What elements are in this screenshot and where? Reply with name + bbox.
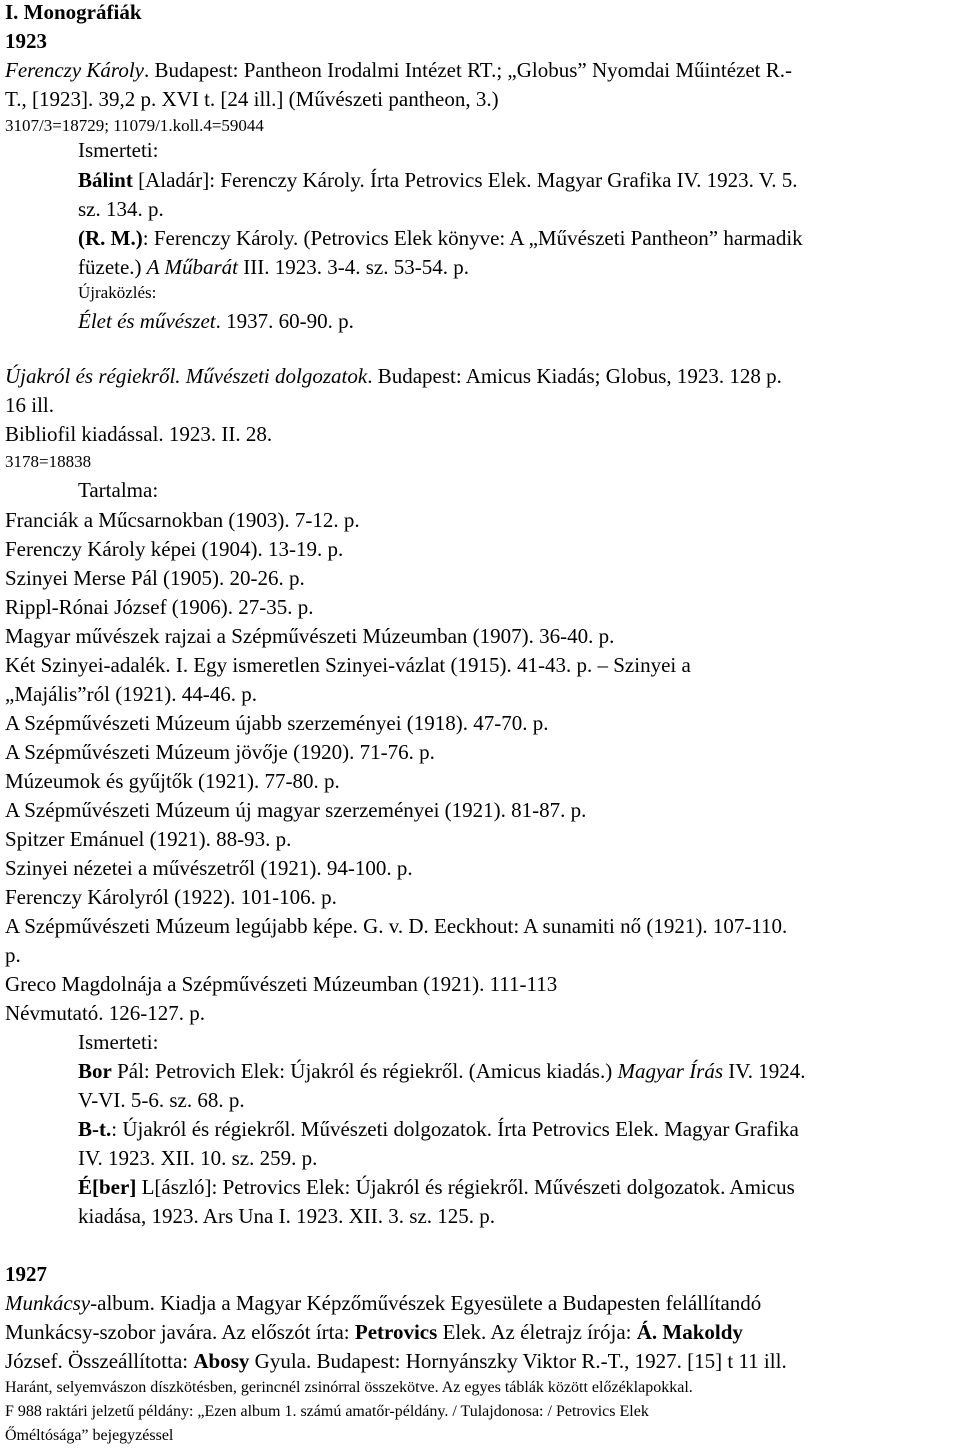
text-segment: „Majális”ról (1921). 44-46. p.	[5, 682, 257, 706]
text-segment: L[ászló]: Petrovics Elek: Újakról és régiekről. Művészeti dolgozatok. Amicus	[136, 1175, 795, 1199]
text-segment: Spitzer Emánuel (1921). 88-93. p.	[5, 827, 292, 851]
text-line-l07	[78, 170, 797, 191]
text-segment: sz. 134. p.	[78, 197, 164, 221]
text-segment: Á. Makoldy	[636, 1320, 743, 1344]
text-segment: IV. 1923. XII. 10. sz. 259. p.	[78, 1146, 318, 1170]
text-segment: Gyula. Budapest: Hornyánszky Viktor R.-T., 1927. [15] t 11 ill.	[249, 1349, 787, 1373]
text-segment: : Ferenczy Károly. (Petrovics Elek könyve: A „Művészeti Pantheon” harmadik	[142, 226, 803, 250]
text-segment: Rippl-Rónai József (1906). 27-35. p.	[5, 595, 314, 619]
text-segment: Újraközlés:	[78, 283, 157, 302]
text-line-l08	[78, 199, 164, 220]
text-line-l47	[5, 1380, 693, 1396]
text-line-l12	[78, 311, 354, 332]
text-line-l24	[5, 684, 257, 705]
text-segment: A Műbarát	[146, 255, 238, 279]
text-line-l46	[5, 1351, 787, 1372]
text-segment: Névmutató. 126-127. p.	[5, 1001, 206, 1025]
text-line-l49	[5, 1428, 173, 1444]
text-segment: Greco Magdolnája a Szépművészeti Múzeumban (1921). 111-113	[5, 972, 558, 996]
text-segment: Ferenczy Károlyról (1922). 101-106. p.	[5, 885, 337, 909]
text-segment: József. Összeállította:	[5, 1349, 194, 1373]
text-line-l18	[5, 510, 360, 531]
text-line-l41	[78, 1177, 795, 1198]
text-line-l25	[5, 713, 549, 734]
text-segment: [Aladár]: Ferenczy Károly. Írta Petrovics Elek. Magyar Grafika IV. 1923. V. 5.	[132, 168, 798, 192]
text-segment: A Szépművészeti Múzeum újabb szerzeményei (1918). 47-70. p.	[5, 711, 549, 735]
text-segment: Elek. Az életrajz írója:	[437, 1320, 637, 1344]
text-line-l26	[5, 742, 435, 763]
text-line-l15	[5, 424, 272, 445]
text-segment: B-t.	[78, 1117, 112, 1141]
text-line-l14	[5, 395, 54, 416]
text-line-l40	[78, 1148, 317, 1169]
text-line-l09	[78, 228, 803, 249]
text-segment: T., [1923]. 39,2 p. XVI t. [24 ill.] (Művészeti pantheon, 3.)	[5, 87, 499, 111]
text-segment: Élet és művészet	[78, 309, 216, 333]
text-line-l30	[5, 858, 413, 879]
text-line-l27	[5, 771, 340, 792]
text-segment: p.	[5, 943, 21, 967]
text-line-l36	[78, 1032, 158, 1053]
text-line-l29	[5, 829, 291, 850]
text-line-l21	[5, 597, 314, 618]
text-segment: Haránt, selyemvászon díszkötésben, gerincnél zsinórral összekötve. Az egyes táblák között előzéklapokkal.	[5, 1379, 693, 1396]
text-line-l20	[5, 568, 305, 589]
text-line-l32	[5, 916, 787, 937]
text-segment: Ferenczy Károly	[5, 58, 144, 82]
text-line-l48	[5, 1404, 649, 1420]
text-segment: . Budapest: Amicus Kiadás; Globus, 1923. 128 p.	[367, 364, 782, 388]
text-line-l37	[78, 1061, 805, 1082]
text-segment: 3107/3=18729; 11079/1.koll.4=59044	[5, 116, 264, 135]
text-segment: . 1937. 60-90. p.	[215, 309, 354, 333]
text-segment: III. 1923. 3-4. sz. 53-54. p.	[238, 255, 469, 279]
text-segment: füzete.)	[78, 255, 147, 279]
text-segment: Bálint	[78, 168, 133, 192]
text-segment: 3178=18838	[5, 452, 92, 471]
text-segment: IV. 1924.	[723, 1059, 806, 1083]
text-segment: : Újakról és régiekről. Művészeti dolgozatok. Írta Petrovics Elek. Magyar Grafika	[111, 1117, 799, 1141]
text-segment: Pál: Petrovich Elek: Újakról és régiekről. (Amicus kiadás.)	[111, 1059, 618, 1083]
text-segment: A Szépművészeti Múzeum legújabb képe. G. v. D. Eeckhout: A sunamiti nő (1921). 107-110.	[5, 914, 788, 938]
text-line-l04	[5, 89, 499, 110]
text-segment: Magyar Írás	[617, 1059, 724, 1083]
text-segment: 16 ill.	[5, 393, 55, 417]
text-segment: Munkácsy-szobor javára. Az előszót írta:	[5, 1320, 355, 1344]
text-line-l16	[5, 453, 91, 470]
text-segment: Szinyei nézetei a művészetről (1921). 94-100. p.	[5, 856, 413, 880]
text-line-l39	[78, 1119, 799, 1140]
text-line-l10	[78, 257, 469, 278]
text-segment: É[ber]	[78, 1175, 137, 1199]
text-line-l28	[5, 800, 586, 821]
text-line-l11	[78, 284, 156, 301]
text-segment: Franciák a Műcsarnokban (1903). 7-12. p.	[5, 508, 360, 532]
text-segment: Tartalma:	[78, 478, 159, 502]
text-segment: Ferenczy Károly képei (1904). 13-19. p.	[5, 537, 344, 561]
text-segment: Ismerteti:	[78, 1030, 159, 1054]
text-line-l34	[5, 974, 557, 995]
text-segment: kiadása, 1923. Ars Una I. 1923. XII. 3. sz. 125. p.	[78, 1204, 496, 1228]
text-segment: A Szépművészeti Múzeum jövője (1920). 71-76. p.	[5, 740, 435, 764]
text-line-l03	[5, 60, 792, 81]
text-line-l01	[5, 2, 142, 23]
text-segment: Szinyei Merse Pál (1905). 20-26. p.	[5, 566, 305, 590]
text-segment: Petrovics	[354, 1320, 438, 1344]
text-segment: F 988 raktári jelzetű példány: „Ezen album 1. számú amatőr-példány. / Tulajdonosa: / Petrovics Elek	[5, 1403, 649, 1420]
text-segment: Újakról és régiekről. Művészeti dolgozatok	[5, 364, 368, 388]
text-line-l43	[5, 1264, 47, 1285]
text-segment: Magyar művészek rajzai a Szépművészeti Múzeumban (1907). 36-40. p.	[5, 624, 615, 648]
text-segment: Két Szinyei-adalék. I. Egy ismeretlen Szinyei-vázlat (1915). 41-43. p. – Szinyei a	[5, 653, 691, 677]
text-line-l22	[5, 626, 614, 647]
text-segment: Ismerteti:	[78, 138, 159, 162]
text-line-l35	[5, 1003, 205, 1024]
text-line-l38	[78, 1090, 245, 1111]
text-line-l19	[5, 539, 343, 560]
text-line-l44	[5, 1293, 761, 1314]
text-segment: 1927	[5, 1262, 47, 1286]
text-segment: Bibliofil kiadással. 1923. II. 28.	[5, 422, 273, 446]
text-line-l06	[78, 140, 158, 161]
text-segment: Bor	[78, 1059, 112, 1083]
text-line-l05	[5, 117, 264, 134]
text-segment: Múzeumok és gyűjtők (1921). 77-80. p.	[5, 769, 340, 793]
text-segment: . Budapest: Pantheon Irodalmi Intézet RT.; „Globus” Nyomdai Műintézet R.-	[143, 58, 793, 82]
text-line-l42	[78, 1206, 495, 1227]
text-line-l13	[5, 366, 782, 387]
text-segment: 1923	[5, 29, 47, 53]
text-line-l23	[5, 655, 691, 676]
text-line-l17	[78, 480, 158, 501]
text-line-l45	[5, 1322, 743, 1343]
text-segment: Munkácsy	[5, 1291, 91, 1315]
text-segment: (R. M.)	[78, 226, 143, 250]
text-segment: V-VI. 5-6. sz. 68. p.	[78, 1088, 245, 1112]
text-line-l31	[5, 887, 337, 908]
text-segment: A Szépművészeti Múzeum új magyar szerzeményei (1921). 81-87. p.	[5, 798, 587, 822]
text-line-l33	[5, 945, 21, 966]
text-segment: Abosy	[193, 1349, 250, 1373]
text-segment: Őméltósága” bejegyzéssel	[5, 1427, 174, 1444]
text-line-l02	[5, 31, 47, 52]
text-segment: -album. Kiadja a Magyar Képzőművészek Egyesülete a Budapesten felállítandó	[90, 1291, 762, 1315]
text-segment: I. Monográfiák	[5, 0, 142, 24]
